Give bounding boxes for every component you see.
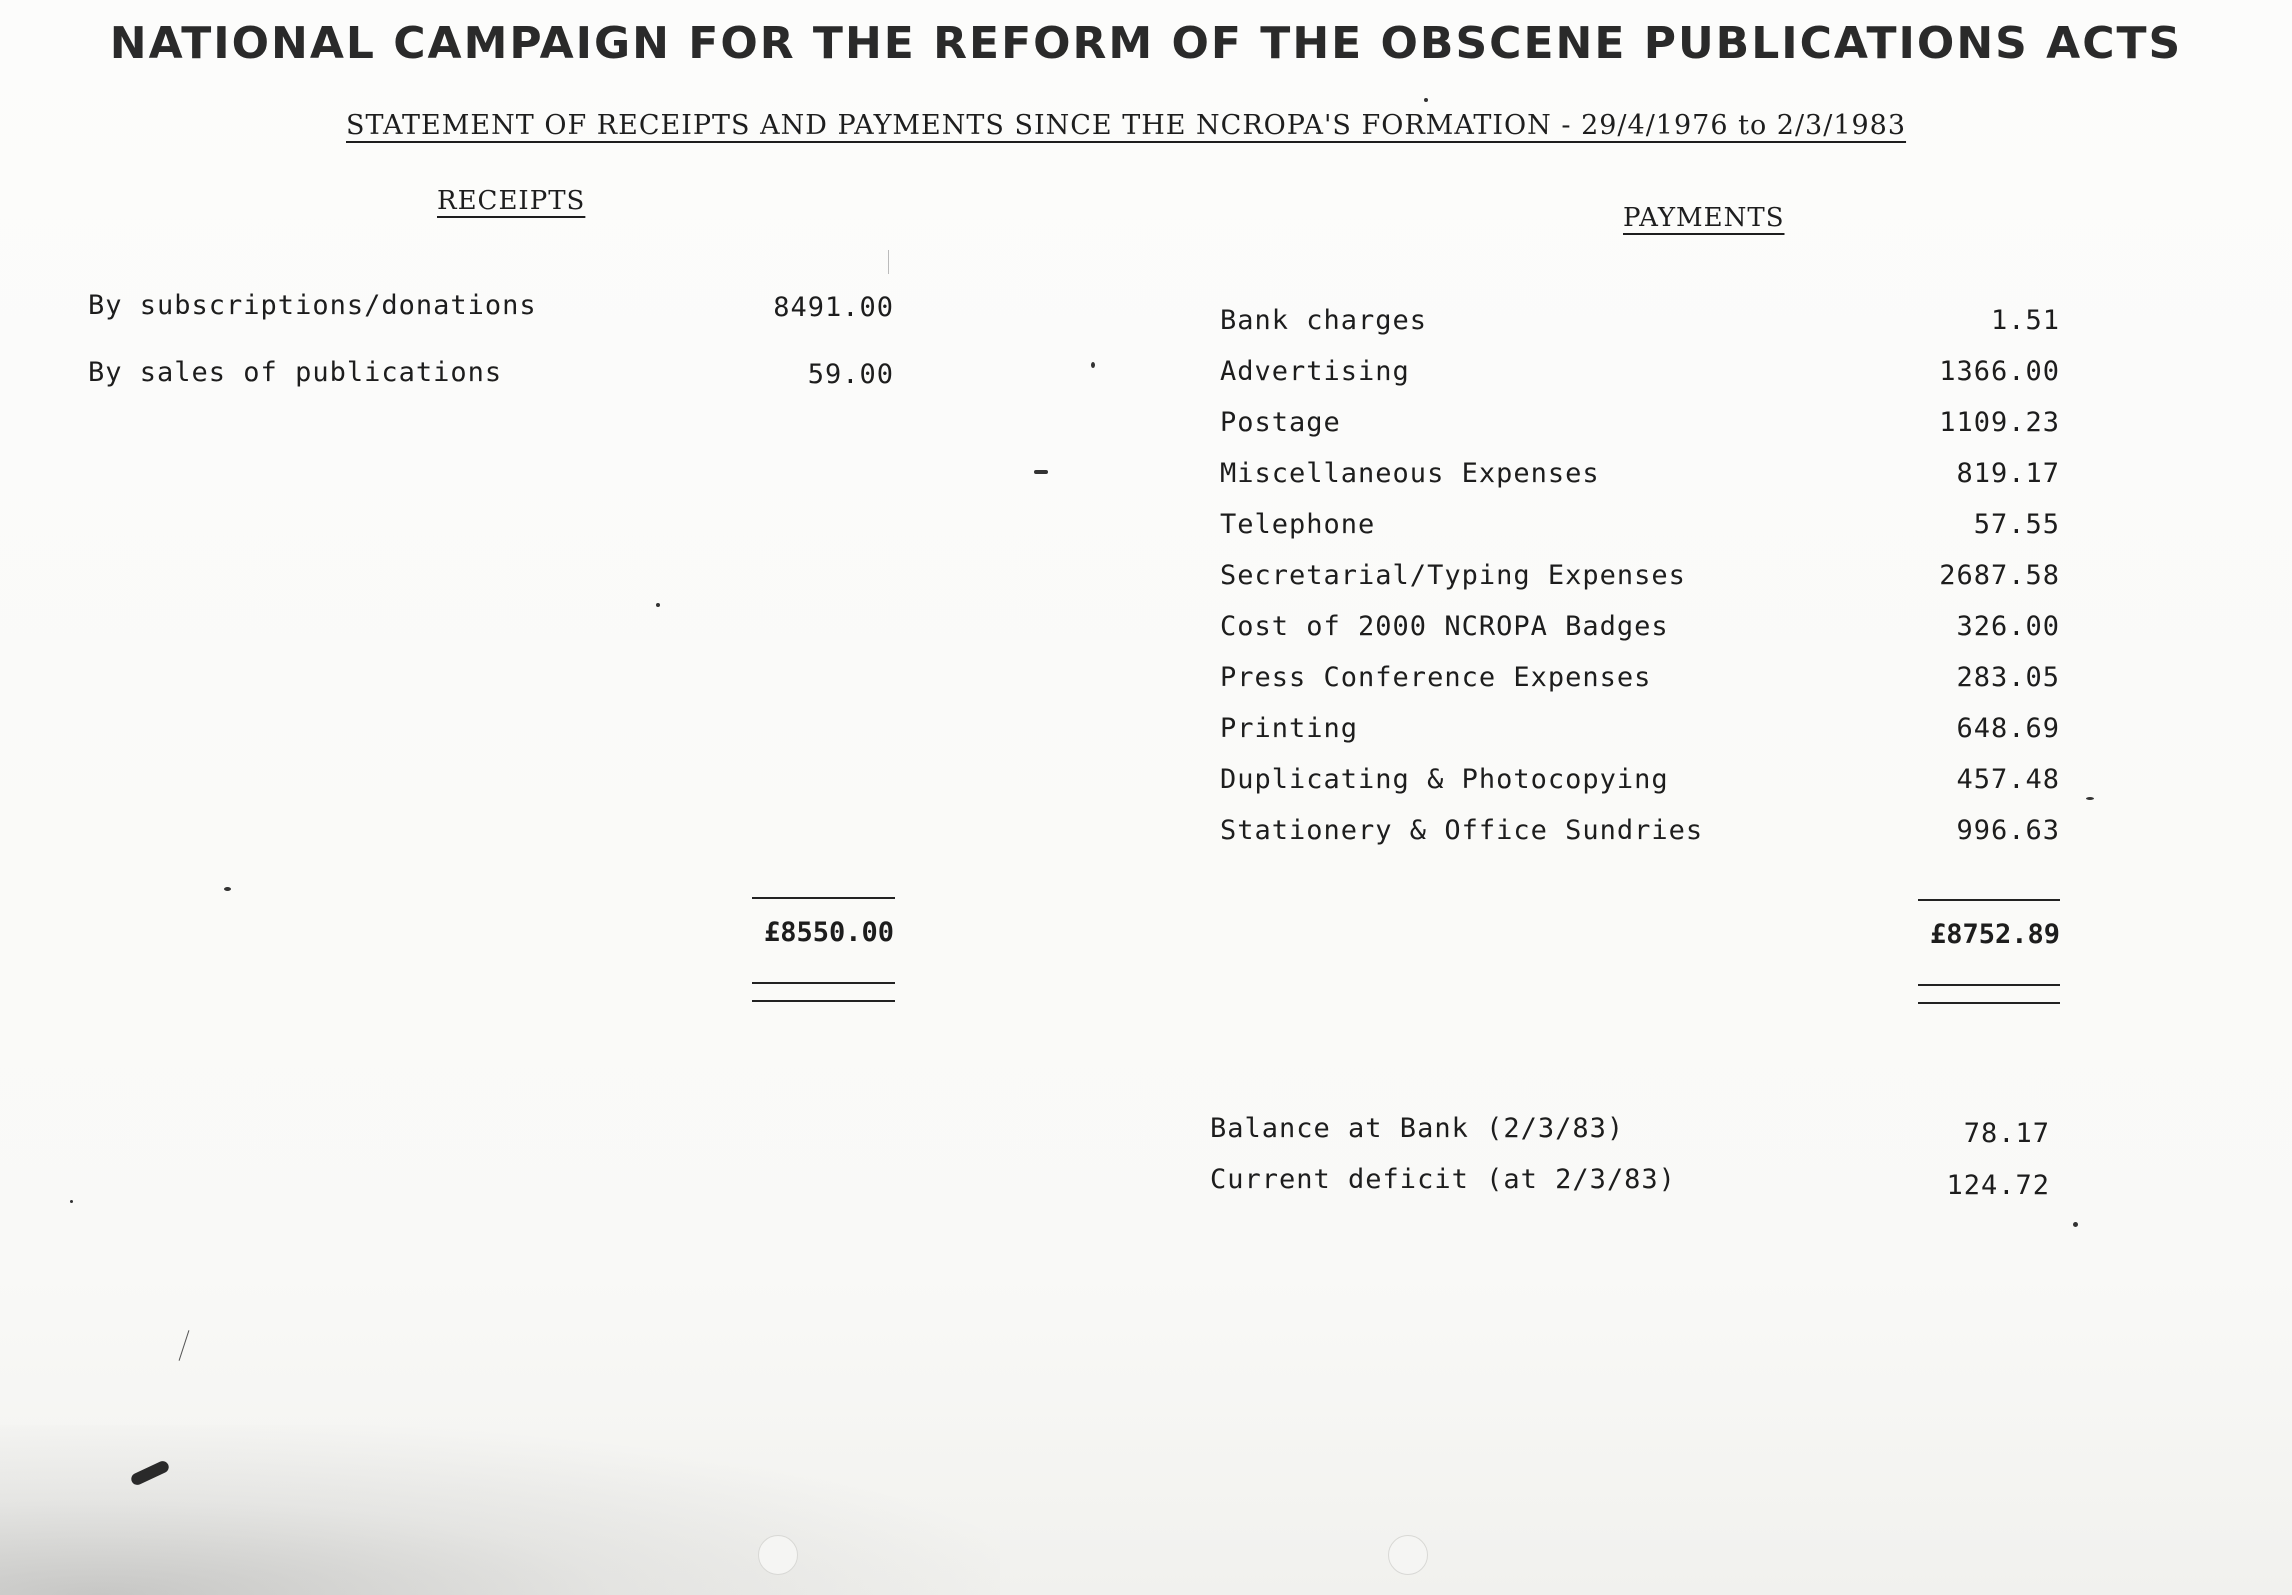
payment-label: Stationery & Office Sundries (1220, 815, 1704, 846)
summary-label-balance: Balance at Bank (2/3/83) (1210, 1113, 1625, 1144)
payment-amount: 2687.58 (1939, 560, 2060, 591)
payments-total-rule-double-1 (1918, 984, 2060, 986)
receipts-total-rule-double-2 (752, 1000, 895, 1002)
payment-amount: 1366.00 (1939, 356, 2060, 387)
scan-speck (1091, 362, 1095, 368)
payment-label: Telephone (1220, 509, 1376, 540)
payment-label: Miscellaneous Expenses (1220, 458, 1600, 489)
payments-total: £8752.89 (1929, 919, 2060, 950)
receipts-total-rule-double-1 (752, 982, 895, 984)
payment-amount: 326.00 (1956, 611, 2060, 642)
scan-mark (888, 250, 889, 274)
scan-shadow (0, 1425, 1000, 1595)
payment-amount: 1109.23 (1939, 407, 2060, 438)
payment-label: Duplicating & Photocopying (1220, 764, 1669, 795)
payment-label: Advertising (1220, 356, 1410, 387)
summary-amount-balance: 78.17 (1963, 1118, 2050, 1149)
receipt-label: By sales of publications (88, 357, 503, 388)
payment-amount: 648.69 (1956, 713, 2060, 744)
document-title: NATIONAL CAMPAIGN FOR THE REFORM OF THE OBSCENE PUBLICATIONS ACTS (109, 18, 2183, 69)
payment-amount: 996.63 (1956, 815, 2060, 846)
receipt-label: By subscriptions/donations (88, 290, 537, 321)
payment-amount: 819.17 (1956, 458, 2060, 489)
payment-label: Cost of 2000 NCROPA Badges (1220, 611, 1669, 642)
summary-label-deficit: Current deficit (at 2/3/83) (1210, 1164, 1676, 1195)
scan-speck (2073, 1222, 2078, 1227)
payment-label: Press Conference Expenses (1220, 662, 1652, 693)
summary-amount-deficit: 124.72 (1946, 1170, 2050, 1201)
payment-amount: 283.05 (1956, 662, 2060, 693)
payment-label: Secretarial/Typing Expenses (1220, 560, 1686, 591)
scan-speck (1034, 470, 1048, 474)
scan-speck (224, 887, 231, 891)
scan-speck (1424, 98, 1428, 102)
scan-speck (70, 1200, 73, 1203)
statement-subtitle: STATEMENT OF RECEIPTS AND PAYMENTS SINCE THE NCROPA'S FORMATION - 29/4/1976 to 2/3/1983 (346, 110, 1907, 141)
payment-amount: 457.48 (1956, 764, 2060, 795)
payment-amount: 57.55 (1973, 509, 2060, 540)
payments-heading: PAYMENTS (1623, 203, 1785, 233)
payment-label: Printing (1220, 713, 1359, 744)
receipts-total: £8550.00 (763, 917, 894, 948)
payment-label: Bank charges (1220, 305, 1428, 336)
receipt-amount: 8491.00 (773, 292, 894, 323)
punch-hole (1388, 1535, 1428, 1575)
payments-total-rule-top (1918, 899, 2060, 901)
payments-total-rule-double-2 (1918, 1002, 2060, 1004)
scan-speck (656, 603, 660, 607)
scan-stroke (179, 1330, 190, 1361)
receipt-amount: 59.00 (807, 359, 894, 390)
receipts-total-rule-top (752, 897, 895, 899)
payment-label: Postage (1220, 407, 1341, 438)
scan-speck (2086, 797, 2094, 800)
punch-hole (758, 1535, 798, 1575)
payment-amount: 1.51 (1990, 305, 2060, 336)
receipts-heading: RECEIPTS (437, 186, 586, 216)
